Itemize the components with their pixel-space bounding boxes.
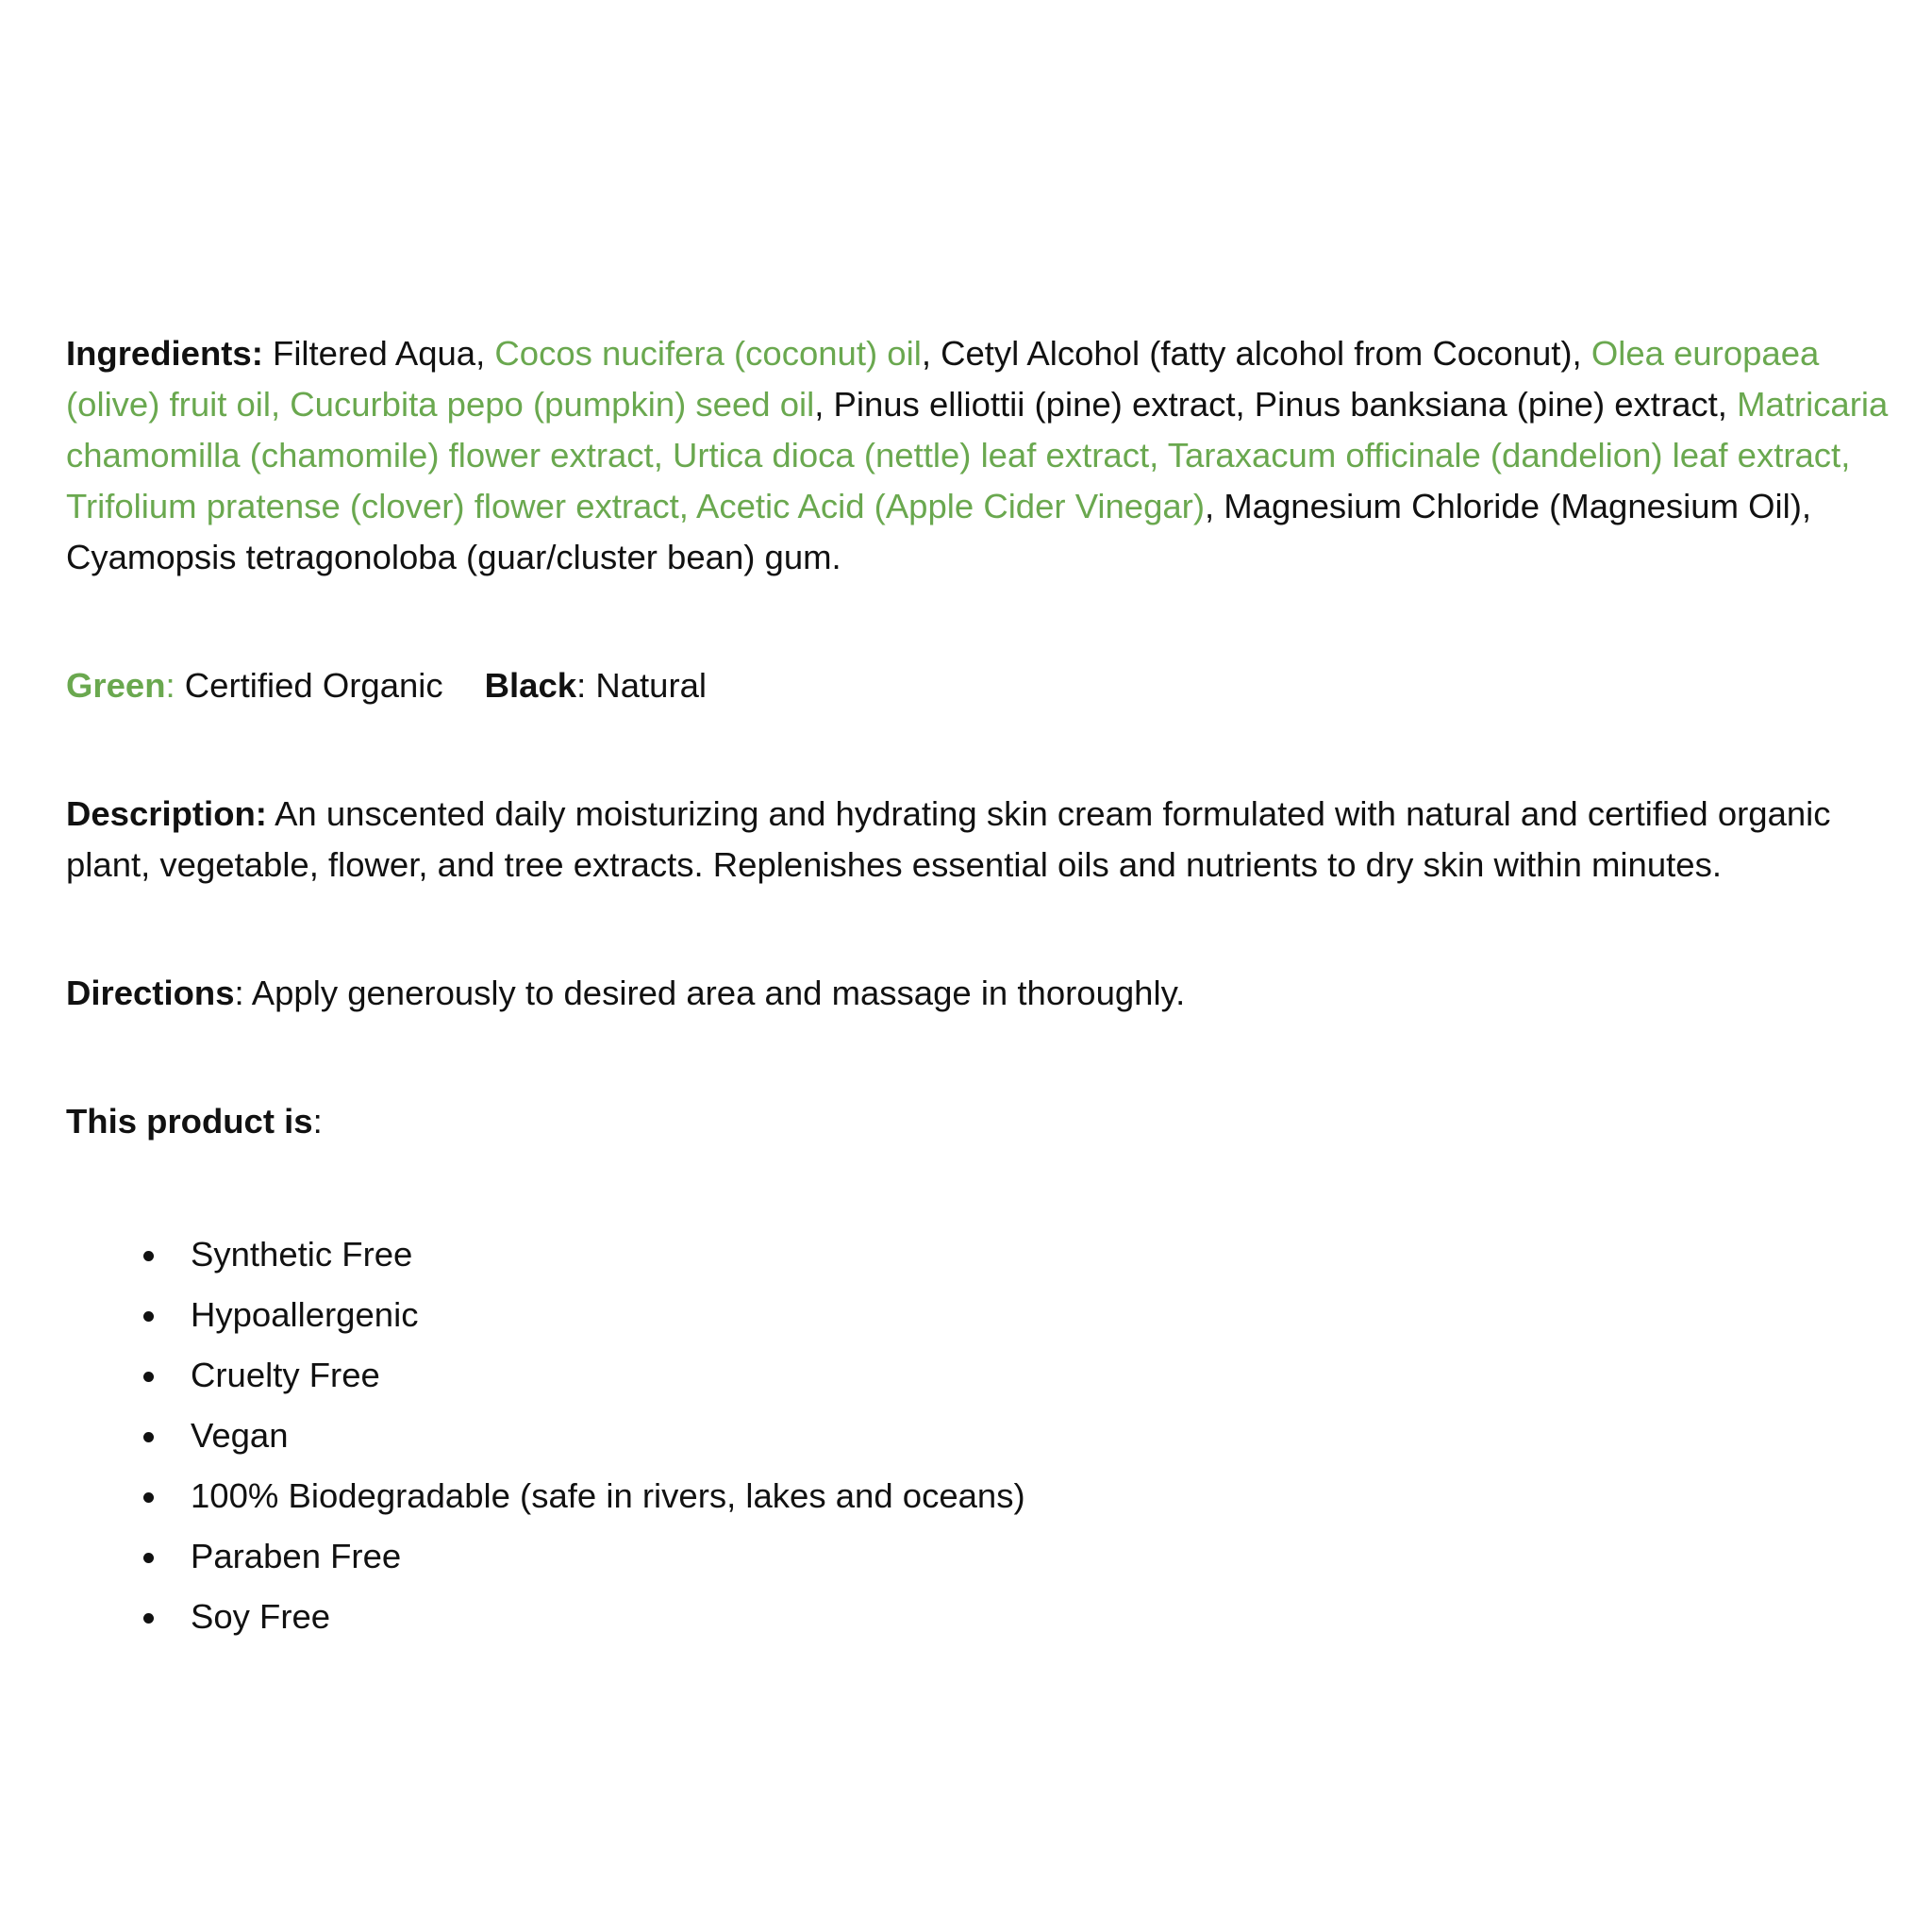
feature-text: Vegan xyxy=(191,1416,289,1455)
description-paragraph xyxy=(66,789,1906,891)
feature-text: Soy Free xyxy=(191,1597,331,1636)
ingredient-segment-organic: Olea europaea (olive) fruit oil, Cucurbita pepo (pumpkin) seed oil xyxy=(66,334,1820,424)
ingredients-label: Ingredients: xyxy=(66,334,263,373)
list-item xyxy=(66,1224,1906,1285)
legend-green xyxy=(66,660,443,711)
description-label: Description: xyxy=(66,794,267,833)
product-features-list xyxy=(66,1224,1906,1647)
description-text: An unscented daily moisturizing and hydrating skin cream formulated with natural and certified organic plant, vegetable, flower, and tree extracts. Replenishes essential oils and nutrients to dry skin within minutes. xyxy=(66,794,1831,884)
ingredient-segment: , Cetyl Alcohol (fatty alcohol from Coconut), xyxy=(921,334,1591,373)
legend-black-meaning: : Natural xyxy=(576,666,708,705)
legend-black-label: Black xyxy=(484,666,577,705)
ingredient-segment-organic: Cocos nucifera (coconut) oil xyxy=(494,334,922,373)
directions-label: Directions xyxy=(66,974,235,1012)
bullet-icon xyxy=(143,1251,154,1261)
list-item xyxy=(66,1526,1906,1587)
product-is-suffix: : xyxy=(312,1102,323,1141)
product-is-heading xyxy=(66,1096,1906,1147)
bullet-icon xyxy=(143,1553,154,1563)
bullet-icon xyxy=(143,1432,154,1442)
product-is-label: This product is xyxy=(66,1102,313,1141)
bullet-icon xyxy=(143,1372,154,1382)
feature-text: Cruelty Free xyxy=(191,1356,380,1394)
bullet-icon xyxy=(143,1311,154,1322)
ingredient-segment: , Magnesium Chloride (Magnesium Oil), Cyamopsis tetragonoloba (guar/cluster bean) gum. xyxy=(66,487,1812,576)
directions-paragraph xyxy=(66,968,1906,1019)
ingredients-paragraph xyxy=(66,328,1906,583)
ingredient-segment-organic: Matricaria chamomilla (chamomile) flower extract, Urtica dioca (nettle) leaf extract, Taraxacum officinale (dandelion) leaf extract, Trifolium pratense (clover) flower extract, Acetic Acid (Apple Cider Vinegar) xyxy=(66,385,1889,525)
list-item xyxy=(66,1285,1906,1345)
legend-green-meaning: Certified Organic xyxy=(175,666,443,705)
bullet-icon xyxy=(143,1613,154,1624)
feature-text: 100% Biodegradable (safe in rivers, lakes and oceans) xyxy=(191,1476,1025,1515)
directions-text: : Apply generously to desired area and massage in thoroughly. xyxy=(234,974,1186,1012)
ingredient-segment: , Pinus elliottii (pine) extract, Pinus banksiana (pine) extract, xyxy=(814,385,1738,424)
feature-text: Paraben Free xyxy=(191,1537,402,1575)
ingredient-segment: Filtered Aqua, xyxy=(262,334,495,373)
feature-text: Hypoallergenic xyxy=(191,1295,419,1334)
list-item xyxy=(66,1406,1906,1466)
list-item xyxy=(66,1345,1906,1406)
list-item xyxy=(66,1587,1906,1647)
bullet-icon xyxy=(143,1492,154,1503)
legend-green-separator: : xyxy=(165,666,175,705)
legend-green-label: Green xyxy=(66,666,166,705)
color-legend xyxy=(66,660,1906,711)
product-details xyxy=(66,328,1906,1647)
legend-black xyxy=(485,660,707,711)
list-item xyxy=(66,1466,1906,1526)
feature-text: Synthetic Free xyxy=(191,1235,413,1274)
